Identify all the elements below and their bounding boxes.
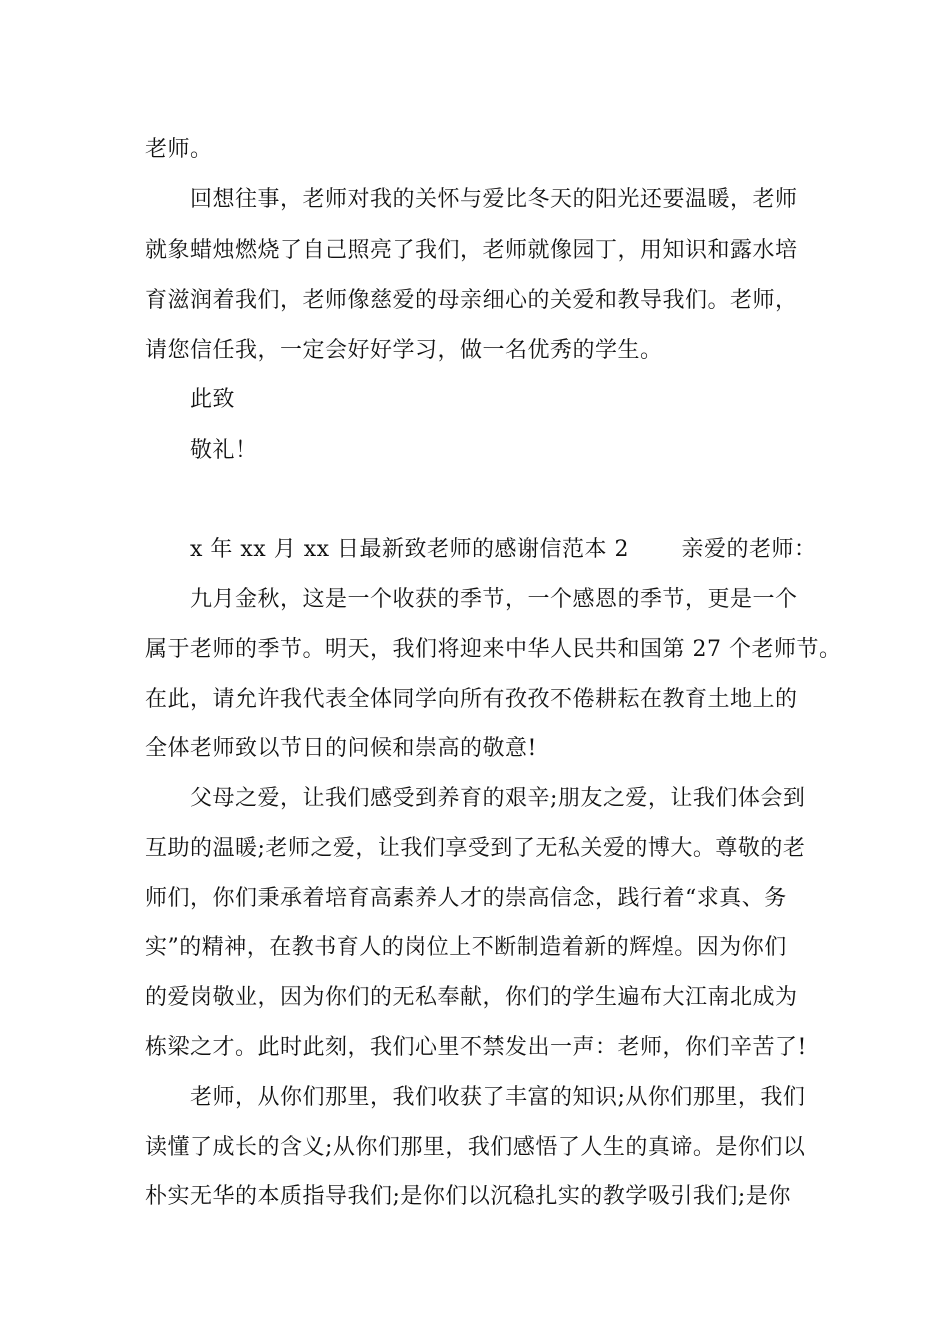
closing-regards: 敬礼！ bbox=[190, 438, 258, 463]
text-line: 老师，从你们那里，我们收获了丰富的知识;从你们那里，我们 bbox=[190, 1085, 806, 1110]
text-line: 在此，请允许我代表全体同学向所有孜孜不倦耕耘在教育土地上的 bbox=[145, 687, 798, 712]
text-line: 朴实无华的本质指导我们;是你们以沉稳扎实的教学吸引我们;是你 bbox=[145, 1184, 791, 1209]
text-line: 栋梁之才。此时此刻，我们心里不禁发出一声：老师，你们辛苦了! bbox=[145, 1035, 807, 1060]
text-line: 的爱岗敬业，因为你们的无私奉献，你们的学生遍布大江南北成为 bbox=[145, 985, 798, 1010]
text-line: 育滋润着我们，老师像慈爱的母亲细心的关爱和教导我们。老师， bbox=[145, 288, 798, 313]
text-line: 读懂了成长的含义;从你们那里，我们感悟了人生的真谛。是你们以 bbox=[145, 1135, 806, 1160]
text-line: 九月金秋，这是一个收获的季节，一个感恩的季节，更是一个 bbox=[190, 587, 798, 612]
closing-salutation: 此致 bbox=[190, 387, 236, 412]
text-line: 全体老师致以节日的问候和崇高的敬意! bbox=[145, 736, 537, 761]
text-line: 属于老师的季节。明天，我们将迎来中华人民共和国第 27 个老师节。 bbox=[145, 637, 842, 662]
text-line: 请您信任我，一定会好好学习，做一名优秀的学生。 bbox=[145, 338, 663, 363]
text-line: 互助的温暖;老师之爱，让我们享受到了无私关爱的博大。尊敬的老 bbox=[145, 836, 806, 861]
section-heading: x 年 xx 月 xx 日最新致老师的感谢信范本 2 亲爱的老师： bbox=[190, 537, 817, 562]
text-line: 回想往事，老师对我的关怀与爱比冬天的阳光还要温暖，老师 bbox=[190, 187, 798, 212]
text-line: 父母之爱，让我们感受到养育的艰辛;朋友之爱，让我们体会到 bbox=[190, 786, 806, 811]
text-line: 老师。 bbox=[145, 137, 213, 162]
text-line: 就象蜡烛燃烧了自己照亮了我们，老师就像园丁，用知识和露水培 bbox=[145, 238, 798, 263]
text-line: 师们，你们秉承着培育高素养人才的崇高信念，践行着“求真、务 bbox=[145, 886, 787, 911]
text-line: 实”的精神，在教书育人的岗位上不断制造着新的辉煌。因为你们 bbox=[145, 935, 787, 960]
